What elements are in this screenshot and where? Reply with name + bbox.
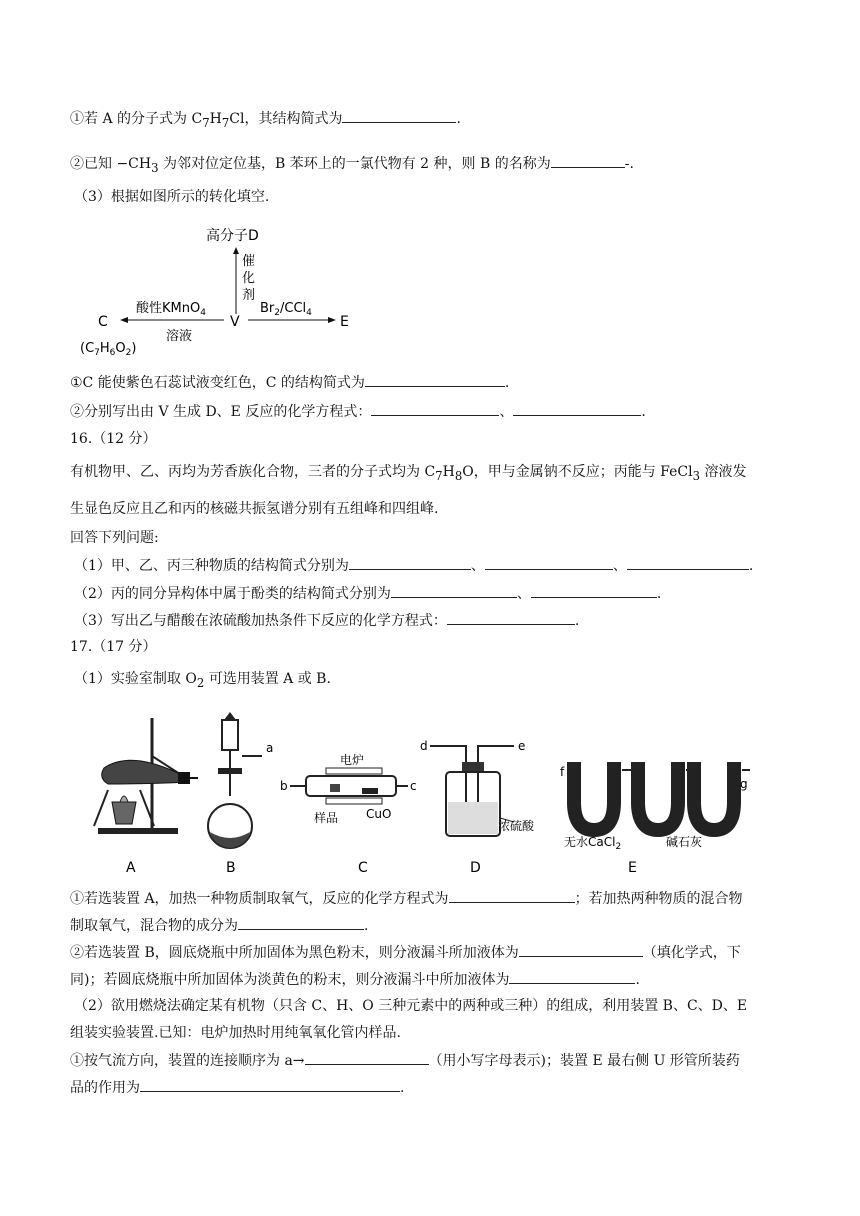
- apparatus-E: [568, 762, 750, 830]
- answer-blank[interactable]: [342, 108, 456, 123]
- text: 、: [499, 404, 514, 420]
- node-V: V: [230, 314, 240, 330]
- label-A: A: [126, 860, 136, 876]
- q17-line-5: [70, 969, 640, 990]
- catalyst-char-1: 催: [242, 254, 256, 269]
- text: ①若 A 的分子式为 C: [70, 111, 203, 127]
- q17-line-2: [70, 888, 743, 909]
- apparatus-A: [94, 718, 198, 834]
- answer-blank[interactable]: [509, 969, 635, 984]
- text: .: [748, 558, 754, 574]
- answer-blank[interactable]: [371, 401, 499, 416]
- text: 、: [470, 558, 485, 574]
- text: 有机物甲、乙、丙均为芳香族化合物，三者的分子式均为 C: [70, 464, 436, 480]
- q17-line-1: [74, 669, 331, 693]
- text: ；若加热两种物质的混合物: [574, 891, 743, 907]
- q17-line-9: [70, 1077, 404, 1098]
- text: 溶液发: [700, 464, 747, 480]
- label-e: e: [518, 739, 526, 753]
- q16-line-6: [74, 610, 579, 631]
- text: （1）甲、乙、丙三种物质的结构简式分别为: [74, 558, 349, 574]
- q15-line-3: （3）根据如图所示的转化填空.: [74, 189, 270, 205]
- node-C-formula: $(C_7H_6O_2)$: [80, 341, 137, 358]
- subscript: 7: [202, 115, 210, 130]
- text: H: [209, 111, 222, 127]
- q17-line-4: [70, 942, 741, 963]
- sample-label: 样品: [314, 811, 339, 825]
- answer-blank[interactable]: [447, 610, 575, 625]
- subscript: 7: [435, 468, 443, 483]
- label-B: B: [226, 860, 236, 876]
- text: -.: [624, 156, 634, 172]
- label-D: D: [470, 860, 481, 876]
- text: 可选用装置 A 或 B.: [204, 671, 331, 687]
- text: .: [574, 613, 580, 629]
- cuo-label: CuO: [366, 807, 392, 821]
- text: （3）写出乙与醋酸在浓硫酸加热条件下反应的化学方程式：: [74, 613, 447, 629]
- acid-label: 浓硫酸: [498, 819, 535, 833]
- apparatus-figure: [90, 706, 750, 882]
- label-a: a: [266, 741, 274, 755]
- left-reagent: 酸性KMnO$_4$: [136, 301, 206, 318]
- text: .: [504, 375, 510, 391]
- answer-blank[interactable]: [519, 942, 643, 957]
- q15-line-2: [70, 153, 634, 178]
- label-c: c: [410, 779, 417, 793]
- answer-blank[interactable]: [238, 915, 364, 930]
- subscript: 8: [454, 468, 463, 483]
- text: （1）实验室制取 O: [74, 671, 197, 687]
- answer-blank[interactable]: [531, 583, 657, 598]
- q16-heading: 16.（12 分）: [70, 431, 157, 447]
- subscript: 7: [221, 115, 230, 130]
- text: ①若选装置 A，加热一种物质制取氧气，反应的化学方程式为: [70, 891, 449, 907]
- q16-line-1: [70, 462, 746, 486]
- catalyst-char-3: 剂: [242, 288, 256, 303]
- q17-line-7: 组装实验装置.已知：电炉加热时用纯氧氧化管内样品.: [70, 1025, 401, 1041]
- q16-line-2: 生显色反应且乙和丙的核磁共振氢谱分别有五组峰和四组峰.: [70, 501, 439, 517]
- text: 为邻对位定位基，B 苯环上的一氯代物有 2 种，则 B 的名称为: [158, 156, 551, 172]
- cacl2-label: 无水CaCl$_2$: [564, 835, 622, 852]
- answer-blank[interactable]: [485, 555, 613, 570]
- label-b: b: [280, 779, 288, 793]
- text: ①C 能使紫色石蕊试液变红色，C 的结构简式为: [70, 375, 365, 391]
- text: 制取氧气，混合物的成分为: [70, 918, 238, 934]
- text: .: [400, 1080, 405, 1096]
- q17-heading: 17.（17 分）: [70, 639, 157, 655]
- text: .: [456, 111, 461, 127]
- subscript: 3: [151, 160, 159, 175]
- answer-blank[interactable]: [365, 372, 505, 387]
- apparatus-C: [290, 768, 408, 804]
- text: ②已知 −CH: [70, 156, 152, 172]
- text: H: [442, 464, 455, 480]
- text: .: [364, 918, 369, 934]
- text: ②分别写出由 V 生成 D、E 反应的化学方程式：: [70, 404, 372, 420]
- node-E: E: [340, 314, 349, 330]
- text: 品的作用为: [70, 1080, 140, 1096]
- label-f: f: [560, 765, 565, 779]
- furnace-label: 电炉: [340, 753, 365, 767]
- answer-blank[interactable]: [513, 401, 641, 416]
- answer-blank[interactable]: [627, 555, 749, 570]
- node-C: C: [98, 314, 108, 330]
- right-reagent: $Br_2/CCl_4$: [260, 301, 312, 318]
- text: 、: [516, 586, 531, 602]
- q16-line-3: 回答下列问题:: [70, 530, 159, 546]
- answer-blank[interactable]: [140, 1077, 400, 1092]
- text: Cl，其结构简式为: [229, 111, 343, 127]
- label-E: E: [628, 860, 637, 876]
- subscript: 2: [196, 675, 205, 690]
- label-d: d: [420, 739, 428, 753]
- transformation-diagram: [76, 220, 376, 364]
- text: .: [641, 404, 646, 420]
- text: （填化学式，下: [642, 945, 741, 961]
- text: 同)；若圆底烧瓶中所加固体为淡黄色的粉末，则分液漏斗中所加液体为: [70, 972, 510, 988]
- q17-line-6: （2）欲用燃烧法确定某有机物（只含 C、H、O 三种元素中的两种或三种）的组成，利用装置 B、C、D、E: [74, 998, 748, 1014]
- label-C: C: [358, 860, 368, 876]
- text: 、: [612, 558, 627, 574]
- text: .: [635, 972, 640, 988]
- left-reagent-under: 溶液: [166, 329, 193, 344]
- text: ①按气流方向，装置的连接顺序为 a→: [70, 1053, 305, 1069]
- node-D: 高分子D: [206, 228, 259, 244]
- text: .: [656, 586, 662, 602]
- answer-blank[interactable]: [449, 888, 575, 903]
- q15-line-1: [70, 108, 461, 133]
- q15-line-5: [70, 401, 646, 422]
- soda-lime-label: 碱石灰: [666, 835, 703, 849]
- catalyst-char-2: 化: [242, 271, 256, 286]
- answer-blank[interactable]: [551, 153, 625, 168]
- q15-line-4: [70, 372, 509, 393]
- q17-line-8: [70, 1050, 740, 1071]
- label-g: g: [740, 777, 748, 791]
- text: （用小写字母表示)；装置 E 最右侧 U 形管所装药: [428, 1053, 740, 1069]
- answer-blank[interactable]: [305, 1050, 429, 1065]
- q16-line-4: [74, 555, 753, 576]
- text: （2）丙的同分异构体中属于酚类的结构简式分别为: [74, 586, 391, 602]
- apparatus-B: [208, 712, 262, 848]
- q17-line-3: [70, 915, 368, 936]
- text: O，甲与金属钠不反应；丙能与 FeCl: [462, 464, 693, 480]
- q16-line-5: [74, 583, 661, 604]
- answer-blank[interactable]: [391, 583, 517, 598]
- subscript: 3: [692, 468, 701, 483]
- text: ②若选装置 B，圆底烧瓶中所加固体为黑色粉末，则分液漏斗所加液体为: [70, 945, 519, 961]
- answer-blank[interactable]: [349, 555, 471, 570]
